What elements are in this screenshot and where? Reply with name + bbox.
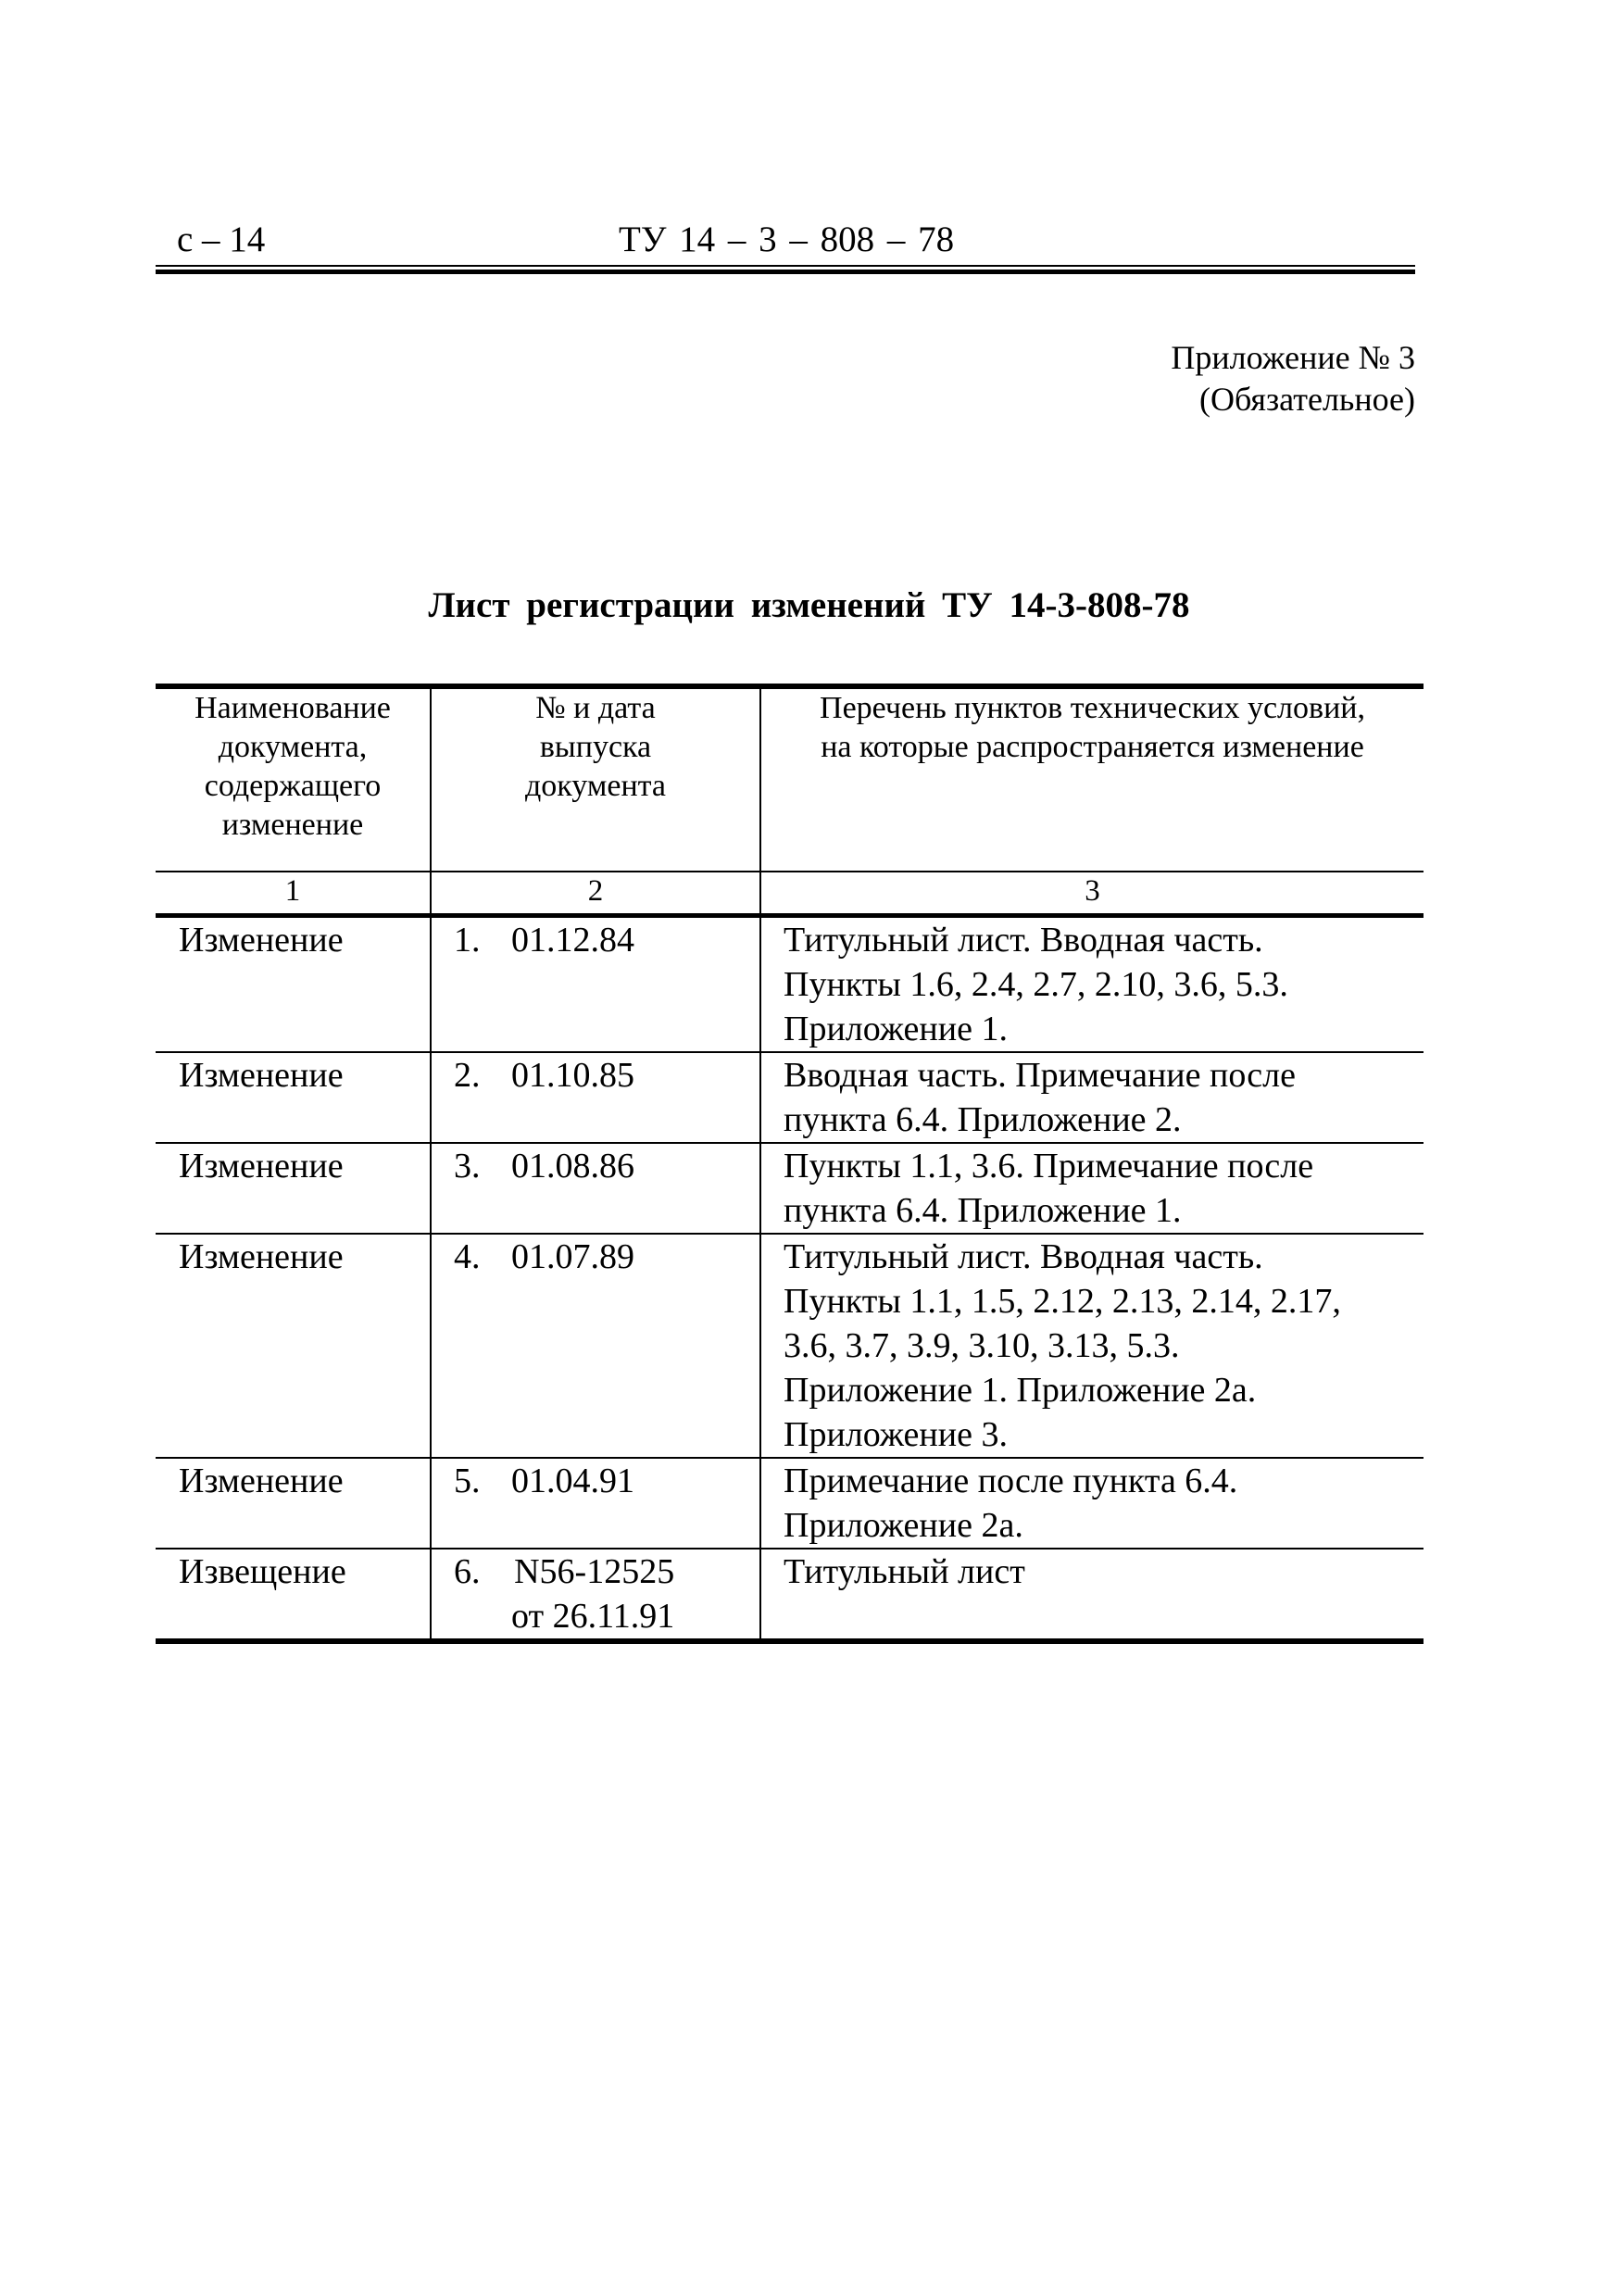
change-date: 01.10.85: [511, 1056, 634, 1095]
change-date: 01.04.91: [511, 1462, 634, 1500]
items-list-cell: [760, 916, 1424, 1053]
table-row: [156, 1143, 1424, 1234]
change-date: от 26.11.91: [511, 1597, 675, 1636]
table-row: [156, 1458, 1424, 1549]
table-row: [156, 1234, 1424, 1458]
items-line: Приложение 3.: [784, 1415, 1008, 1454]
header-document-name: [156, 686, 431, 872]
change-number: 4.: [454, 1237, 481, 1276]
document-number-date-cell: [431, 1549, 760, 1641]
document-code: ТУ 14 – 3 – 808 – 78: [619, 220, 955, 259]
column-number: 2: [431, 872, 760, 916]
items-list-cell: [760, 1549, 1424, 1641]
change-date: 01.12.84: [511, 921, 634, 960]
page-header: [156, 219, 1415, 265]
changes-register-table: [156, 684, 1424, 1644]
column-number: 1: [156, 872, 431, 916]
items-line: Пункты 1.1, 3.6. Примечание после: [784, 1147, 1314, 1186]
document-number-date-cell: [431, 1052, 760, 1143]
change-date: N56-12525: [514, 1552, 675, 1591]
document-number-date-cell: [431, 1143, 760, 1234]
appendix-number: Приложение № 3: [1171, 339, 1415, 376]
change-number: 5.: [454, 1462, 481, 1500]
document-name-cell: Изменение: [156, 1234, 431, 1458]
items-list-cell: [760, 1143, 1424, 1234]
items-line: Титульный лист. Вводная часть.: [784, 921, 1263, 960]
column-number: 3: [760, 872, 1424, 916]
document-number-date-cell: [431, 1458, 760, 1549]
header-line: выпуска: [539, 730, 652, 764]
header-line: содержащего: [204, 769, 382, 803]
document-number-date-cell: [431, 916, 760, 1053]
items-line: 3.6, 3.7, 3.9, 3.10, 3.13, 5.3.: [784, 1326, 1180, 1365]
change-number: 1.: [454, 921, 481, 960]
items-line: Вводная часть. Примечание после: [784, 1056, 1296, 1095]
document-name-cell: Изменение: [156, 1143, 431, 1234]
document-name-cell: Изменение: [156, 1458, 431, 1549]
table-row: [156, 1052, 1424, 1143]
change-date: 01.08.86: [511, 1147, 634, 1186]
header-line: на которые распространяется изменение: [821, 730, 1364, 764]
document-number-date-cell: [431, 1234, 760, 1458]
page-number: с – 14: [177, 220, 266, 259]
document-name-cell: Изменение: [156, 916, 431, 1053]
change-date: 01.07.89: [511, 1237, 634, 1276]
header-items-list: [760, 686, 1424, 872]
document-name-cell: Изменение: [156, 1052, 431, 1143]
items-list-cell: [760, 1052, 1424, 1143]
table-row: [156, 916, 1424, 1053]
table-header-row: [156, 686, 1424, 872]
header-line: Наименование: [194, 691, 391, 725]
table-row: [156, 1549, 1424, 1641]
change-number: 6.: [454, 1552, 481, 1591]
items-line: Примечание после пункта 6.4.: [784, 1462, 1238, 1500]
items-line: Приложение 1. Приложение 2а.: [784, 1371, 1257, 1410]
page-title: Лист регистрации изменений ТУ 14-3-808-78: [428, 585, 1190, 625]
items-line: Приложение 1.: [784, 1010, 1008, 1048]
items-line: Приложение 2а.: [784, 1506, 1023, 1545]
items-line: Пункты 1.6, 2.4, 2.7, 2.10, 3.6, 5.3.: [784, 965, 1288, 1004]
appendix-status: (Обязательное): [1199, 381, 1415, 418]
items-line: пункта 6.4. Приложение 2.: [784, 1100, 1182, 1139]
header-line: документа,: [218, 730, 368, 764]
header-line: Перечень пунктов технических условий,: [820, 691, 1365, 725]
header-rule-thick: [156, 270, 1415, 274]
header-rule-thin: [156, 265, 1415, 267]
change-number: 2.: [454, 1056, 481, 1095]
items-line: пункта 6.4. Приложение 1.: [784, 1191, 1182, 1230]
header-line: изменение: [221, 808, 364, 842]
items-line: Титульный лист: [784, 1552, 1025, 1591]
column-numbers-row: [156, 872, 1424, 916]
header-document-number-date: [431, 686, 760, 872]
header-line: документа: [524, 769, 667, 803]
document-name-cell: Извещение: [156, 1549, 431, 1641]
header-line: № и дата: [535, 691, 656, 725]
items-list-cell: [760, 1458, 1424, 1549]
items-line: Титульный лист. Вводная часть.: [784, 1237, 1263, 1276]
items-list-cell: [760, 1234, 1424, 1458]
items-line: Пункты 1.1, 1.5, 2.12, 2.13, 2.14, 2.17,: [784, 1282, 1341, 1321]
change-number: 3.: [454, 1147, 481, 1186]
appendix-label: [1171, 337, 1415, 420]
